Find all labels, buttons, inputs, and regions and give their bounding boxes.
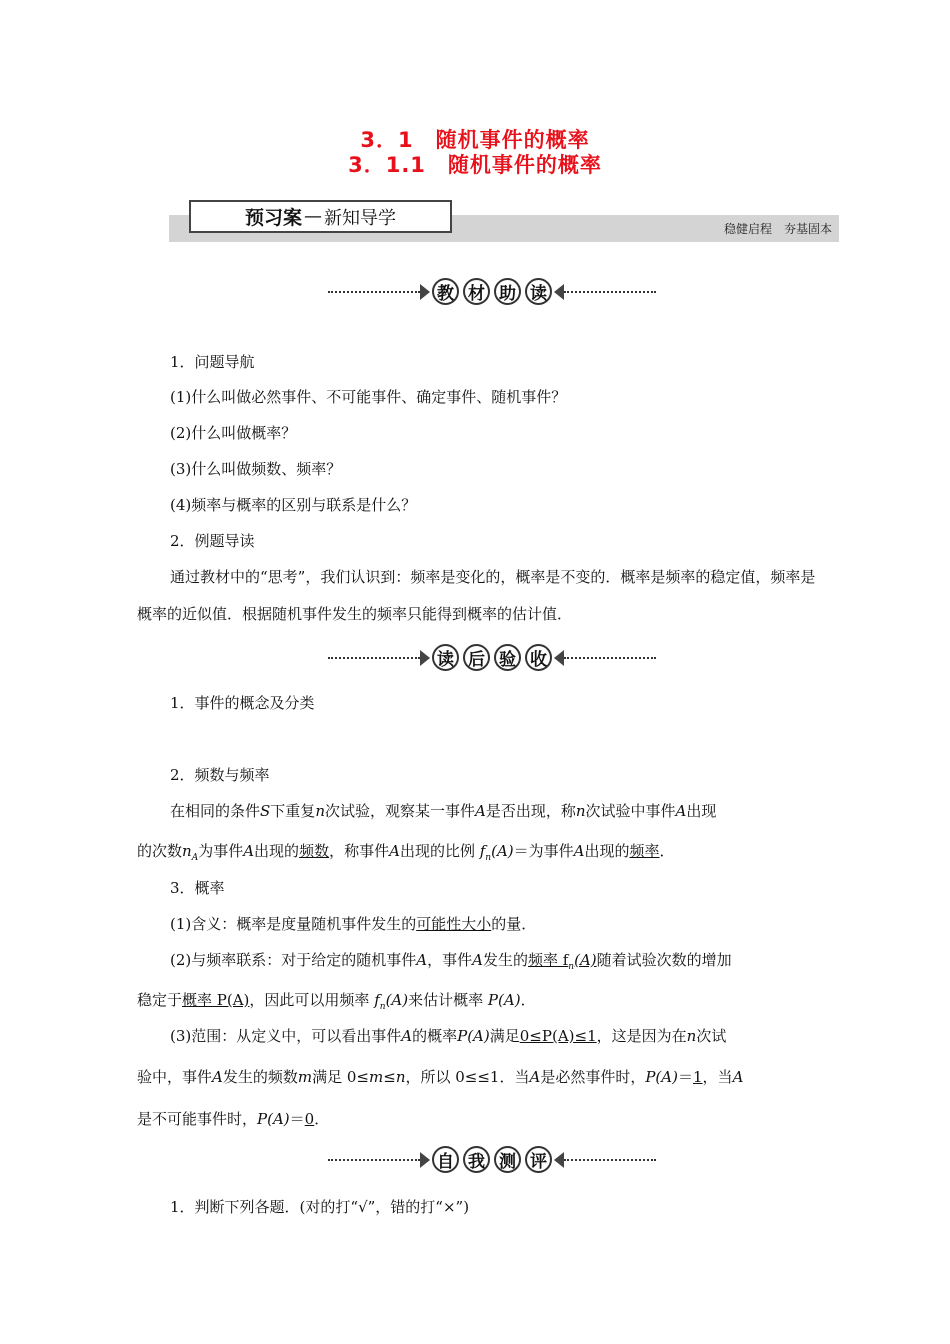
answer-blank: 1 bbox=[693, 1068, 703, 1086]
math-sub: n bbox=[485, 853, 492, 863]
section-title: 3．1.1 随机事件的概率 bbox=[348, 153, 602, 177]
math-var: m bbox=[297, 1068, 313, 1086]
text: ． bbox=[520, 991, 536, 1009]
question-1: (1)什么叫做必然事件、不可能事件、确定事件、随机事件？ bbox=[170, 388, 567, 406]
text: ＝ bbox=[289, 1110, 305, 1128]
banner-box bbox=[189, 200, 452, 233]
question-3: (3)什么叫做频数、频率？ bbox=[170, 460, 342, 478]
header-char: 验 bbox=[494, 644, 521, 671]
text: 发生的频数 bbox=[222, 1068, 298, 1086]
text: ． bbox=[659, 842, 675, 860]
text: ． bbox=[314, 1110, 330, 1128]
frequency-line-2 bbox=[137, 840, 817, 869]
text: 的概率 bbox=[412, 1027, 458, 1045]
text: ，事件 bbox=[427, 951, 473, 969]
answer-blank: 0≤P(A)≤1 bbox=[519, 1027, 597, 1045]
header-char: 我 bbox=[463, 1146, 490, 1173]
text: 出现 bbox=[686, 802, 717, 820]
probability-def bbox=[170, 913, 850, 935]
probability-range-2 bbox=[137, 1066, 817, 1088]
math-var: A bbox=[732, 1068, 744, 1086]
probability-relation-2 bbox=[137, 989, 817, 1018]
section-header-self-test bbox=[328, 1143, 656, 1177]
text: 为事件 bbox=[198, 842, 244, 860]
math-var: P(A) bbox=[645, 1068, 678, 1086]
header-char: 教 bbox=[432, 278, 459, 305]
math-var: (A) bbox=[491, 842, 514, 860]
event-concept-heading: 1．事件的概念及分类 bbox=[170, 694, 315, 712]
text: 出现的 bbox=[254, 842, 300, 860]
text: 下重复 bbox=[270, 802, 316, 820]
text: 满足 0≤ bbox=[312, 1068, 369, 1086]
text: ，称事件 bbox=[329, 842, 390, 860]
text: 在相同的条件 bbox=[170, 802, 261, 820]
probability-range-1 bbox=[170, 1025, 850, 1047]
answer-blank: 频率 bbox=[629, 842, 660, 860]
dotted-line bbox=[564, 657, 656, 659]
text: 的次数 bbox=[137, 842, 183, 860]
text: 随着试验次数的增加 bbox=[596, 951, 732, 969]
section-header-review bbox=[328, 641, 656, 675]
frequency-heading: 2．频数与频率 bbox=[170, 766, 270, 784]
text: ≤ bbox=[383, 1068, 396, 1086]
dotted-line bbox=[564, 291, 656, 293]
header-char: 助 bbox=[494, 278, 521, 305]
answer-blank: 频数 bbox=[299, 842, 330, 860]
text: 频率 f bbox=[527, 951, 569, 969]
answer-blank bbox=[527, 951, 597, 972]
probability-relation-1 bbox=[170, 949, 850, 978]
math-sub: n bbox=[379, 1002, 386, 1012]
example-heading: 2．例题导读 bbox=[170, 532, 255, 550]
math-var: A bbox=[401, 1027, 413, 1045]
math-var: P(A) bbox=[487, 991, 521, 1009]
header-char: 收 bbox=[525, 644, 552, 671]
math-var: m bbox=[369, 1068, 384, 1086]
example-text: 通过教材中的“思考”，我们认识到：频率是变化的，概率是不变的．概率是频率的稳定值，频率是概率的近似值．根据随机事件发生的频率只能得到概率的估计值． bbox=[137, 568, 816, 623]
math-var: f bbox=[479, 842, 486, 860]
text: 稳定于 bbox=[137, 991, 183, 1009]
math-var: A bbox=[416, 951, 428, 969]
text: ，这是因为在 bbox=[596, 1027, 687, 1045]
math-var: n bbox=[182, 842, 192, 860]
math-var: (A) bbox=[574, 951, 597, 969]
arrow-right-icon bbox=[420, 1152, 430, 1168]
header-char: 评 bbox=[525, 1146, 552, 1173]
text: 验中，事件 bbox=[137, 1068, 213, 1086]
header-char: 自 bbox=[432, 1146, 459, 1173]
math-var: A bbox=[529, 1068, 541, 1086]
math-var: P(A) bbox=[257, 1110, 290, 1128]
math-var: n bbox=[575, 802, 586, 820]
text: 来估计概率 bbox=[408, 991, 484, 1009]
arrow-right-icon bbox=[420, 650, 430, 666]
text: (3)范围：从定义中，可以看出事件 bbox=[170, 1027, 402, 1045]
section-header-textbook bbox=[328, 275, 656, 309]
probability-range-3 bbox=[137, 1108, 817, 1130]
text: (2)与频率联系：对于给定的随机事件 bbox=[170, 951, 417, 969]
text: 次试验，观察某一事件 bbox=[324, 802, 475, 820]
math-sub: A bbox=[191, 853, 199, 863]
text: 出现的 bbox=[584, 842, 630, 860]
text: 发生的 bbox=[482, 951, 528, 969]
question-2: (2)什么叫做概率？ bbox=[170, 424, 297, 442]
math-var: n bbox=[395, 1068, 406, 1086]
text: 的量． bbox=[491, 915, 537, 933]
text: 是否出现，称 bbox=[485, 802, 576, 820]
question-heading: 1．问题导航 bbox=[170, 353, 255, 371]
answer-blank: 0 bbox=[304, 1110, 315, 1128]
math-var: n bbox=[315, 802, 325, 820]
math-var: S bbox=[260, 802, 271, 820]
math-var: f bbox=[374, 991, 380, 1009]
text: 次试 bbox=[696, 1027, 727, 1045]
text: ，当 bbox=[702, 1068, 733, 1086]
text: ，因此可以用频率 bbox=[249, 991, 370, 1009]
text: 满足 bbox=[489, 1027, 520, 1045]
header-char: 读 bbox=[525, 278, 552, 305]
chapter-title: 3．1 随机事件的概率 bbox=[360, 128, 590, 152]
banner-dash: — bbox=[304, 206, 322, 227]
arrow-left-icon bbox=[554, 1152, 564, 1168]
probability-heading: 3．概率 bbox=[170, 879, 225, 897]
text: 是不可能事件时， bbox=[137, 1110, 258, 1128]
math-var: A bbox=[573, 842, 585, 860]
math-var: A bbox=[243, 842, 255, 860]
banner-rest: 新知导学 bbox=[324, 207, 396, 229]
header-char: 材 bbox=[463, 278, 490, 305]
text: ＝ bbox=[677, 1068, 693, 1086]
dotted-line bbox=[564, 1159, 656, 1161]
math-var: P(A) bbox=[457, 1027, 490, 1045]
header-char: 后 bbox=[463, 644, 490, 671]
frequency-line-1 bbox=[170, 800, 850, 822]
text: ＝为事件 bbox=[513, 842, 574, 860]
arrow-left-icon bbox=[554, 284, 564, 300]
math-var: (A) bbox=[385, 991, 409, 1009]
text: 是必然事件时， bbox=[540, 1068, 646, 1086]
text: (1)含义：概率是度量随机事件发生的 bbox=[170, 915, 417, 933]
math-var: A bbox=[675, 802, 687, 820]
text: 次试验中事件 bbox=[585, 802, 676, 820]
arrow-left-icon bbox=[554, 650, 564, 666]
math-var: A bbox=[475, 802, 486, 820]
answer-blank: 概率 P(A) bbox=[182, 991, 250, 1009]
dotted-line bbox=[328, 657, 420, 659]
math-var: n bbox=[686, 1027, 697, 1045]
text: 出现的比例 bbox=[399, 842, 475, 860]
header-char: 测 bbox=[494, 1146, 521, 1173]
math-var: A bbox=[212, 1068, 223, 1086]
banner-strong: 预习案 bbox=[244, 207, 302, 229]
header-char: 读 bbox=[432, 644, 459, 671]
banner-motto: 稳健启程 夯基固本 bbox=[723, 222, 832, 236]
dotted-line bbox=[328, 291, 420, 293]
arrow-right-icon bbox=[420, 284, 430, 300]
math-var: A bbox=[389, 842, 400, 860]
dotted-line bbox=[328, 1159, 420, 1161]
text: ，所以 0≤≤1．当 bbox=[405, 1068, 530, 1086]
math-sub: n bbox=[568, 962, 575, 972]
math-var: A bbox=[472, 951, 483, 969]
self-test-question-1: 1．判断下列各题．(对的打“√”，错的打“×”) bbox=[170, 1198, 470, 1216]
answer-blank: 可能性大小 bbox=[416, 915, 492, 933]
question-4: (4)频率与概率的区别与联系是什么？ bbox=[170, 496, 417, 514]
